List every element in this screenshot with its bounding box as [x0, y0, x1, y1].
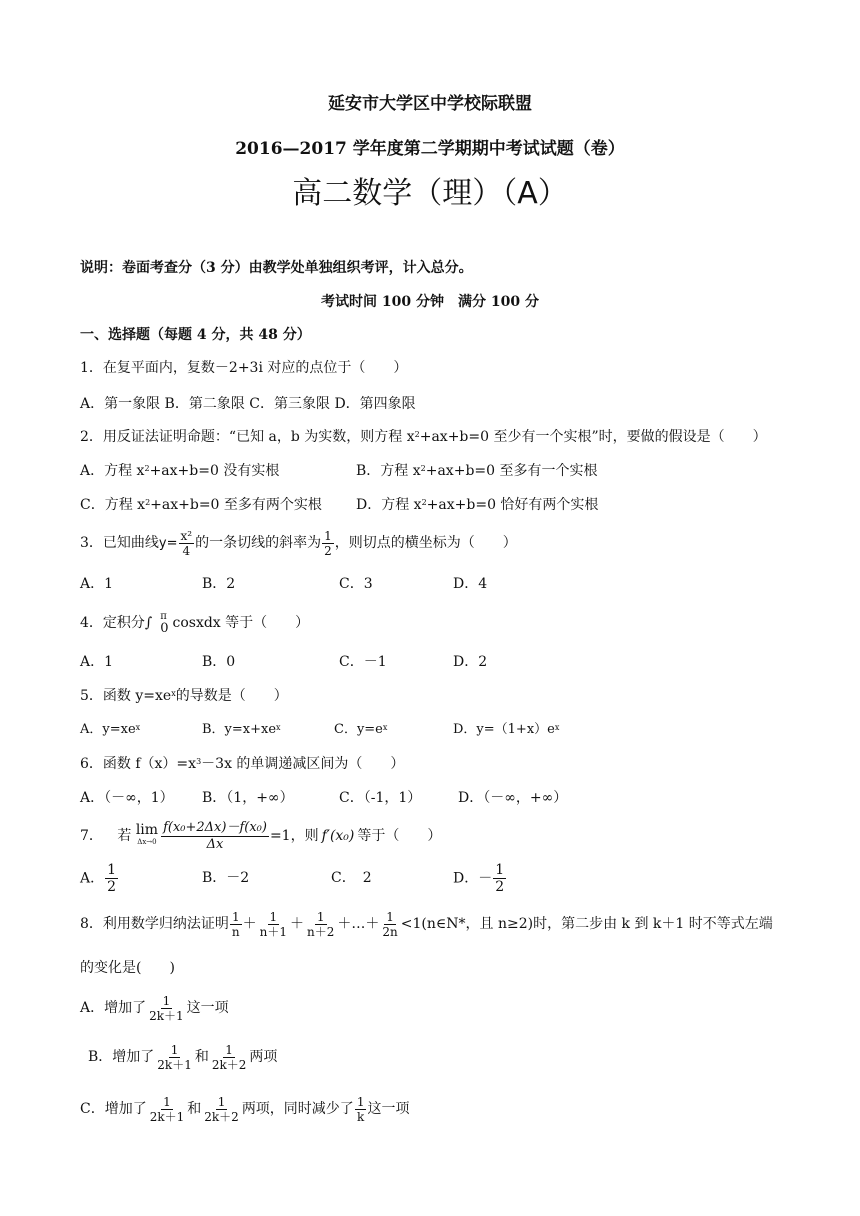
limit-symbol: lim Δx→0: [135, 822, 159, 846]
q7-option-d: D．－ $\frac{1}{2}$: [453, 862, 505, 895]
term-title: 2016—2017 学年度第二学期期中考试试题（卷）: [235, 139, 625, 159]
q1-stem: 1．在复平面内，复数－2+3i 对应的点位于（ ）: [80, 360, 408, 376]
q4-stem: 4．定积分∫ π 0 cosxdx 等于（ ）: [80, 611, 310, 636]
q2-stem: 2．用反证法证明命题：“已知 a，b 为实数，则方程 $x^2+ax+b=0$ 至少有一个实根”时，要做的假设是（ ）: [80, 429, 767, 445]
q8-option-a: A．增加了 $\frac{1}{2k+1}$ 这一项: [80, 993, 229, 1023]
q5-option-c: C．$y=e^x$: [334, 722, 388, 737]
exam-info: 考试时间 100 分钟 满分 100 分: [321, 294, 539, 310]
note: 说明：卷面考查分（3 分）由教学处单独组织考评，计入总分。: [80, 260, 473, 276]
q2-option-b: B．方程 $x^2+ax+b=0$ 至多有一个实根: [356, 463, 598, 479]
q2-option-c: C．方程 $x^2+ax+b=0$ 至多有两个实根: [80, 497, 322, 513]
q7-stem: 7． 若 lim Δx→0 $\frac{\text{f(x₀+2Δx)－f(x₀)}}{\Delta x}$ =1，则 f′(x₀) 等于（ ）: [80, 819, 442, 852]
q8-option-c: C．增加了 $\frac{1}{2k+1}$ 和 $\frac{1}{2k+2}$ 两项，同时减少了 $\frac{1}{k}$ 这一项: [80, 1094, 410, 1124]
subject-title: 高二数学（理）（A）: [292, 176, 568, 211]
q8-stem: 8．利用数学归纳法证明 $\frac{1}{n}$ ＋ $\frac{1}{n+1}$ ＋ $\frac{1}{n+2}$ ＋…＋ $\frac{1}{2n}$ <1(n∈N*，且 n≥2)时，第二步由 k 到 k＋1 时不等式左端: [80, 909, 773, 939]
q2-option-a: A．方程 $x^2+ax+b=0$ 没有实根: [80, 463, 280, 479]
q3-stem: 3．已知曲线y= $\frac{\text{x²}}{4}$ 的一条切线的斜率为 $\frac{1}{2}$ ，则切点的横坐标为（ ）: [80, 528, 517, 558]
q8-stem-line2: 的变化是( ): [80, 960, 175, 976]
q7-limit-fraction: $\frac{\text{f(x₀+2Δx)－f(x₀)}}{\Delta x}$: [163, 819, 267, 852]
q7-option-a: A． $\frac{1}{2}$: [80, 862, 117, 895]
org-title: 延安市大学区中学校际联盟: [328, 94, 532, 114]
q6-stem: 6．函数 $f(x)=x^3-3x$ 的单调递减区间为（ ）: [80, 756, 405, 772]
q8-option-b: B．增加了 $\frac{1}{2k+1}$ 和 $\frac{1}{2k+2}$ 两项: [88, 1042, 278, 1072]
section-title: 一、选择题（每题 4 分，共 48 分）: [80, 327, 311, 343]
q3-curve-fraction: $\frac{\text{x²}}{4}$: [180, 528, 193, 558]
q2-option-d: D．方程 $x^2+ax+b=0$ 恰好有两个实根: [356, 497, 599, 513]
q5-option-b: B．$y=x+xe^x$: [202, 722, 281, 737]
integral-bounds: π 0: [160, 611, 169, 636]
q3-slope-fraction: $\frac{1}{2}$: [324, 528, 332, 558]
q5-option-a: A．$y=xe^x$: [80, 722, 141, 737]
q1-options: A．第一象限 B．第二象限 C．第三象限 D．第四象限: [80, 396, 416, 412]
q5-option-d: D．$y=(1+x)e^x$: [453, 722, 560, 737]
q5-stem: 5．函数 $y=xe^x$的导数是（ ）: [80, 688, 288, 704]
